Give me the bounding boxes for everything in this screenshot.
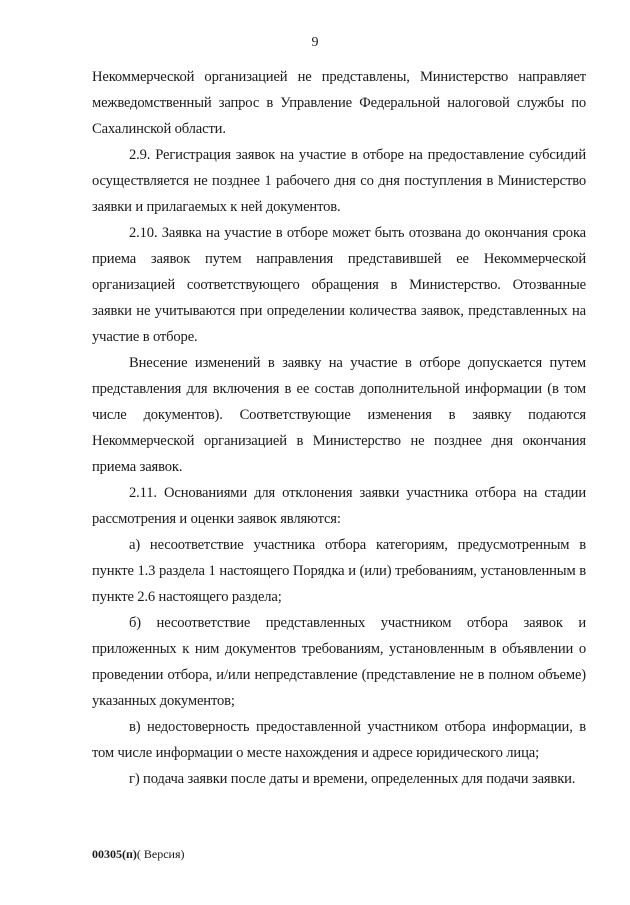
- paragraph-2-10: 2.10. Заявка на участие в отборе может быть отозвана до окончания срока приема заявок путем направления представившей ее Некоммерческой организацией соответствующего обращения в Министерство. Отозванные заявки не учитываются при определении количества заявок, представленных на участие в отборе.: [92, 225, 586, 345]
- paragraph-continuation: Некоммерческой организацией не представлены, Министерство направляет межведомственный запрос в Управление Федеральной налоговой службы по Сахалинской области.: [92, 69, 586, 137]
- paragraph-2-9: 2.9. Регистрация заявок на участие в отборе на предоставление субсидий осуществляется не позднее 1 рабочего дня со дня поступления в Министерство заявки и прилагаемых к ней документов.: [92, 147, 586, 215]
- paragraph-2-11: 2.11. Основаниями для отклонения заявки участника отбора на стадии рассмотрения и оценки заявок являются:: [92, 485, 586, 527]
- list-item-g: г) подача заявки после даты и времени, определенных для подачи заявки.: [129, 771, 576, 787]
- footer-version: ( Версия): [136, 847, 185, 861]
- list-item-b: б) несоответствие представленных участником отбора заявок и приложенных к ним документов требованиям, установленным в объявлении о проведении отбора, и/или непредставление (представление не в полном объеме) указанных документов;: [92, 615, 586, 709]
- footer-code: 00305(п): [92, 847, 137, 861]
- page-number: 9: [311, 35, 319, 50]
- list-item-a: а) несоответствие участника отбора категориям, предусмотренным в пункте 1.3 раздела 1 настоящего Порядка и (или) требованиям, установленным в пункте 2.6 настоящего раздела;: [92, 537, 586, 605]
- footer-document-code: [92, 848, 185, 860]
- document-body: [92, 64, 586, 792]
- paragraph-amendments: Внесение изменений в заявку на участие в отборе допускается путем представления для включения в ее состав дополнительной информации (в том числе документов). Соответствующие изменения в заявку подаются Некоммерческой организацией в Министерство не позднее дня окончания приема заявок.: [92, 355, 586, 475]
- list-item-v: в) недостоверность предоставленной участником отбора информации, в том числе информации о месте нахождения и адресе юридического лица;: [92, 719, 586, 761]
